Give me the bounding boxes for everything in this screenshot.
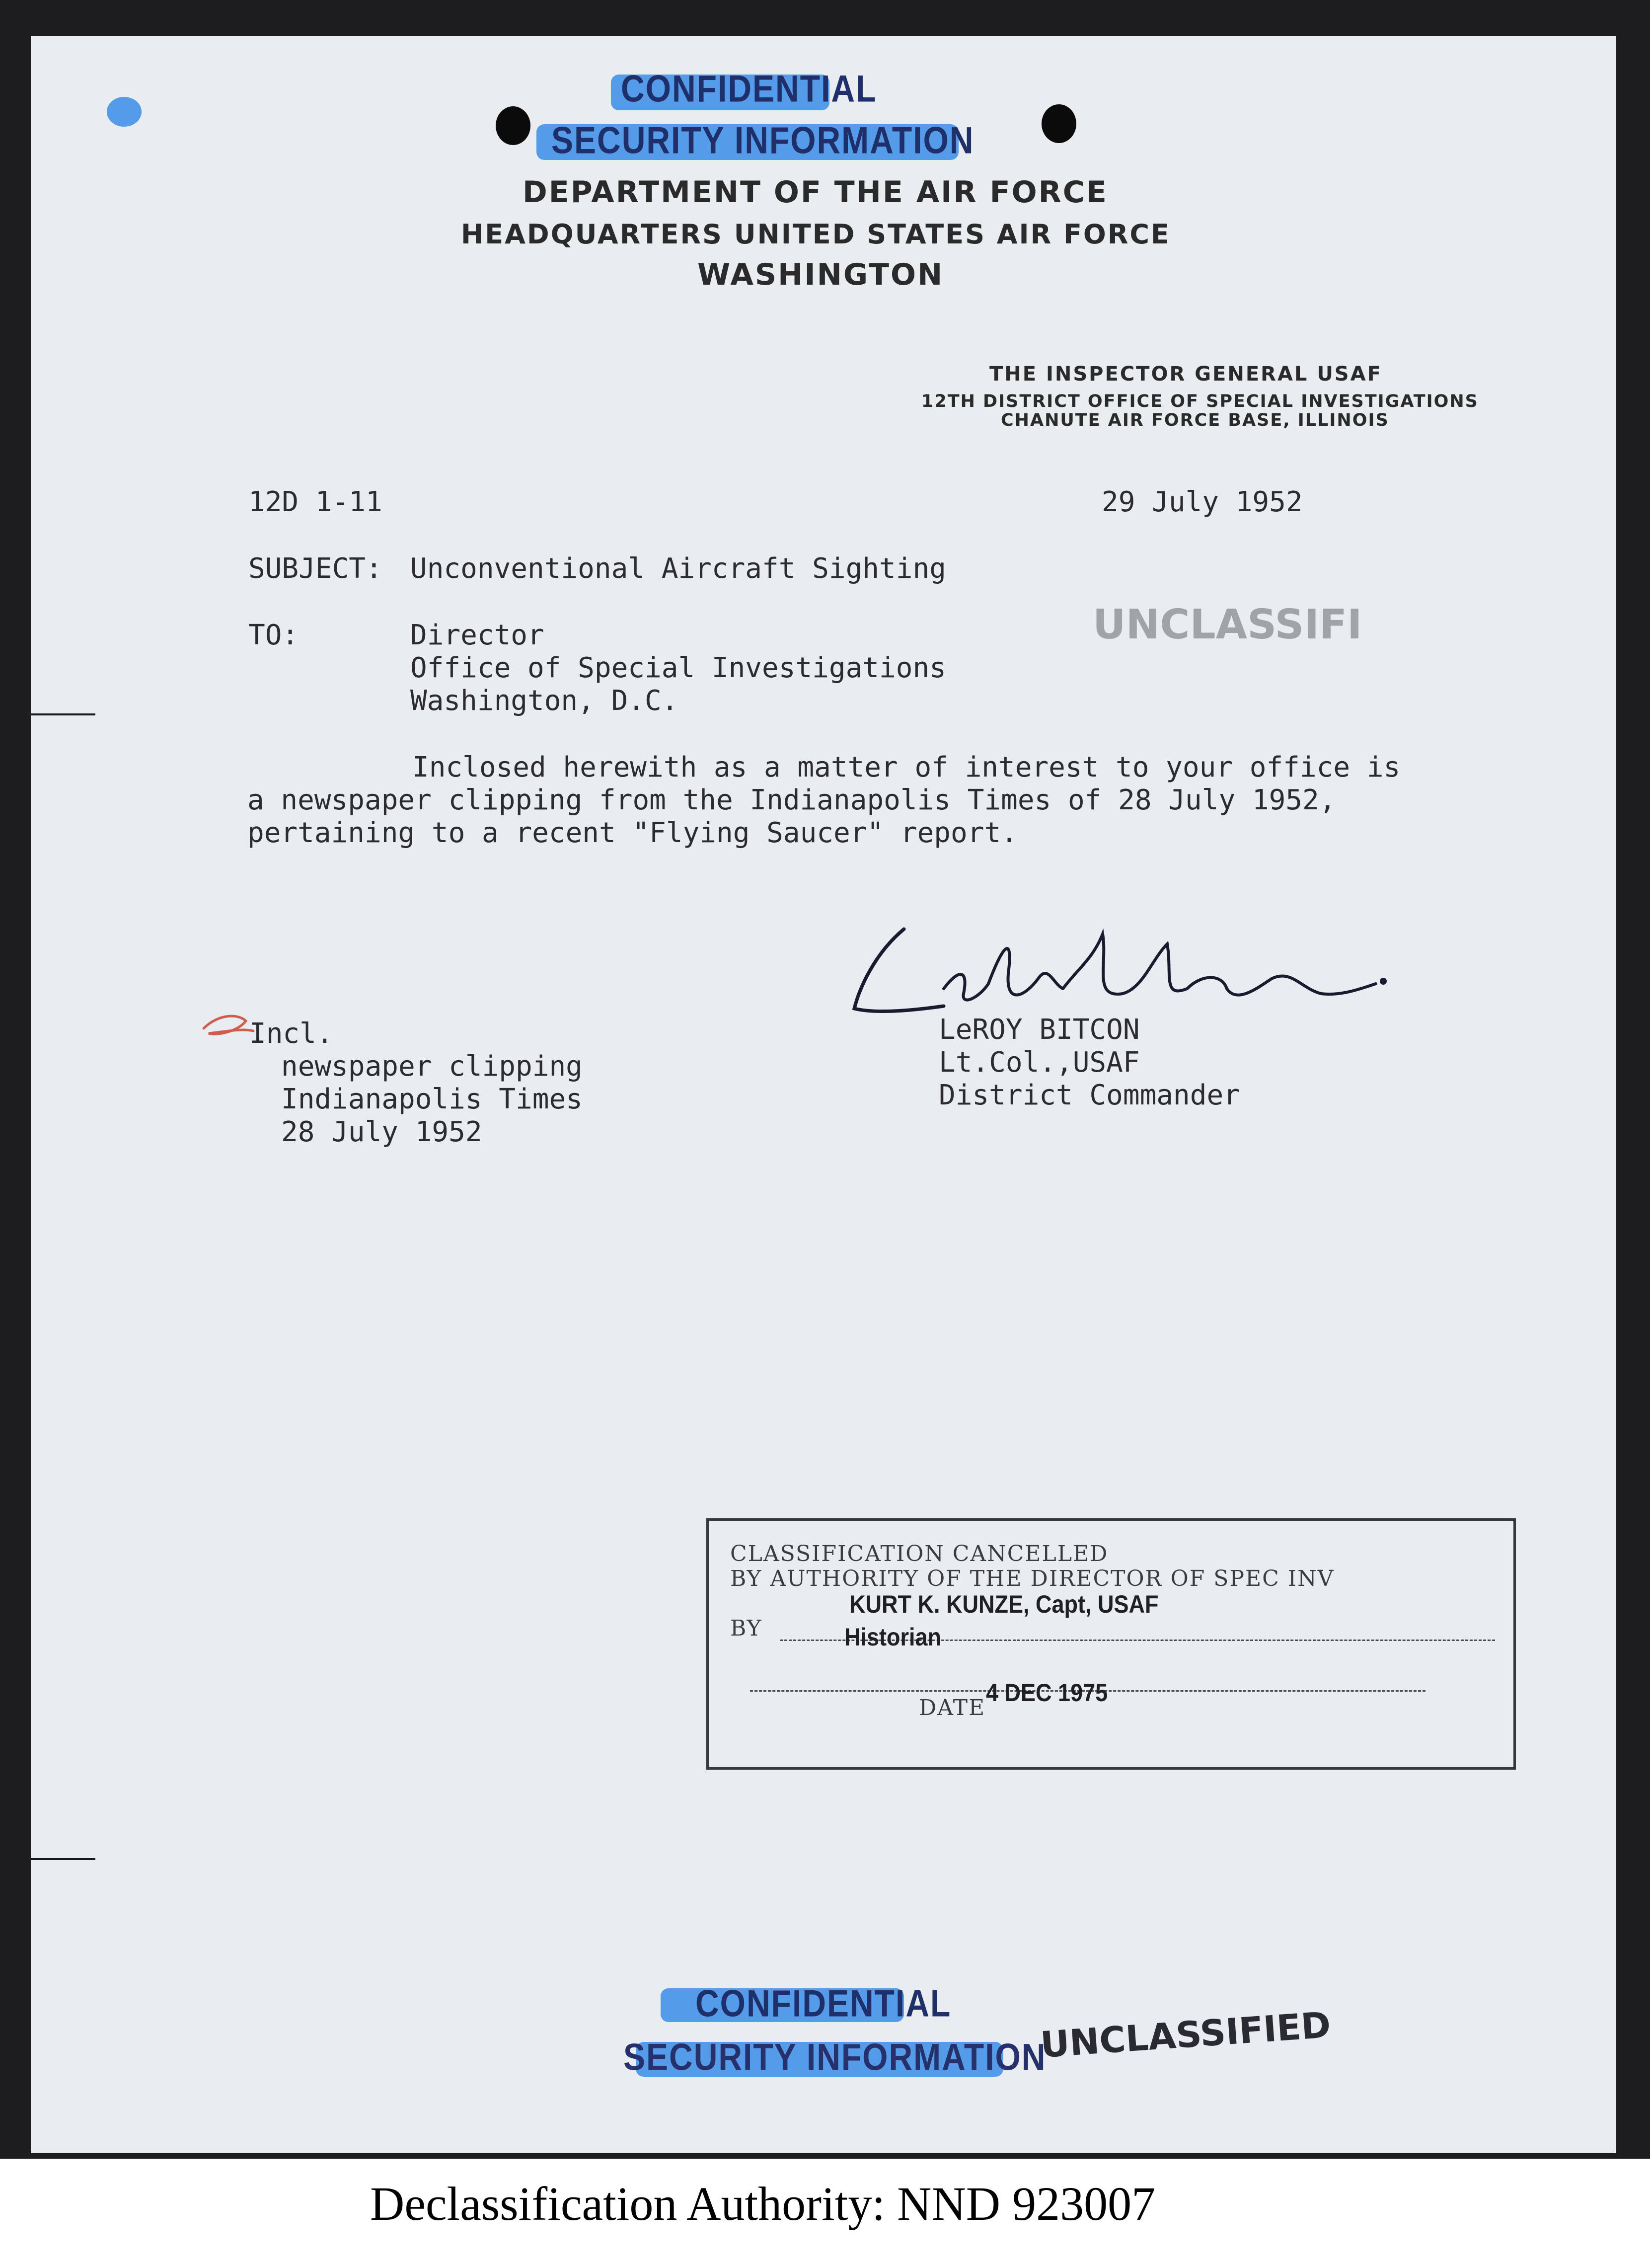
subject-text: Unconventional Aircraft Sighting	[410, 552, 946, 585]
enclosure-line-3: 28 July 1952	[281, 1116, 482, 1148]
unclassified-stamp-mid: UNCLASSIFI	[1093, 601, 1362, 648]
security-information-stamp-top: SECURITY INFORMATION	[551, 119, 975, 161]
enclosure-line-1: newspaper clipping	[281, 1050, 583, 1083]
punch-hole-right	[1042, 104, 1076, 143]
margin-mark-left-upper	[31, 713, 95, 715]
body-line-3: pertaining to a recent "Flying Saucer" report.	[247, 817, 1018, 849]
document-page	[31, 36, 1616, 2153]
declass-date-value: 4 DEC 1975	[986, 1679, 1108, 1707]
subject-label: SUBJECT:	[248, 552, 382, 585]
memo-date: 29 July 1952	[1102, 486, 1303, 518]
to-line-3: Washington, D.C.	[410, 685, 678, 717]
punch-hole-left	[496, 106, 530, 145]
enclosure-label: Incl.	[249, 1017, 333, 1050]
signatory-title: District Commander	[939, 1079, 1240, 1111]
letterhead-headquarters: HEADQUARTERS UNITED STATES AIR FORCE	[461, 219, 1171, 250]
declass-by-label: BY	[730, 1616, 762, 1641]
to-label: TO:	[248, 619, 299, 651]
office-base: CHANUTE AIR FORCE BASE, ILLINOIS	[1001, 410, 1389, 430]
confidential-stamp-top: CONFIDENTIAL	[621, 67, 877, 110]
unclassified-stamp-bottom: UNCLASSIFIED	[1039, 2004, 1332, 2066]
declass-officer: KURT K. KUNZE, Capt, USAF	[849, 1590, 1159, 1618]
signatory-rank: Lt.Col.,USAF	[939, 1046, 1140, 1079]
body-line-2: a newspaper clipping from the Indianapolis Times of 28 July 1952,	[247, 784, 1336, 816]
body-line-1: Inclosed herewith as a matter of interest to your office is	[412, 751, 1401, 783]
declass-officer-title: Historian	[844, 1623, 942, 1651]
office-inspector-general: THE INSPECTOR GENERAL USAF	[989, 363, 1382, 386]
declass-line-2: BY AUTHORITY OF THE DIRECTOR OF SPEC INV	[730, 1566, 1335, 1591]
signatory-name: LeROY BITCON	[939, 1014, 1140, 1046]
margin-mark-left-lower	[31, 1858, 95, 1860]
to-line-1: Director	[410, 619, 544, 651]
declassification-authority: Declassification Authority: NND 923007	[370, 2177, 1156, 2230]
enclosure-line-2: Indianapolis Times	[281, 1083, 583, 1115]
ink-smudge	[107, 97, 142, 127]
declass-line-1: CLASSIFICATION CANCELLED	[730, 1541, 1109, 1566]
letterhead-department: DEPARTMENT OF THE AIR FORCE	[523, 175, 1108, 210]
confidential-stamp-bottom: CONFIDENTIAL	[695, 1982, 952, 2025]
letterhead-city: WASHINGTON	[697, 257, 944, 292]
office-district: 12TH DISTRICT OFFICE OF SPECIAL INVESTIGATIONS	[921, 391, 1479, 411]
file-number: 12D 1-11	[248, 486, 382, 518]
security-information-stamp-bottom: SECURITY INFORMATION	[623, 2035, 1047, 2078]
declass-date-label: DATE	[919, 1695, 986, 1721]
to-line-2: Office of Special Investigations	[410, 652, 946, 684]
